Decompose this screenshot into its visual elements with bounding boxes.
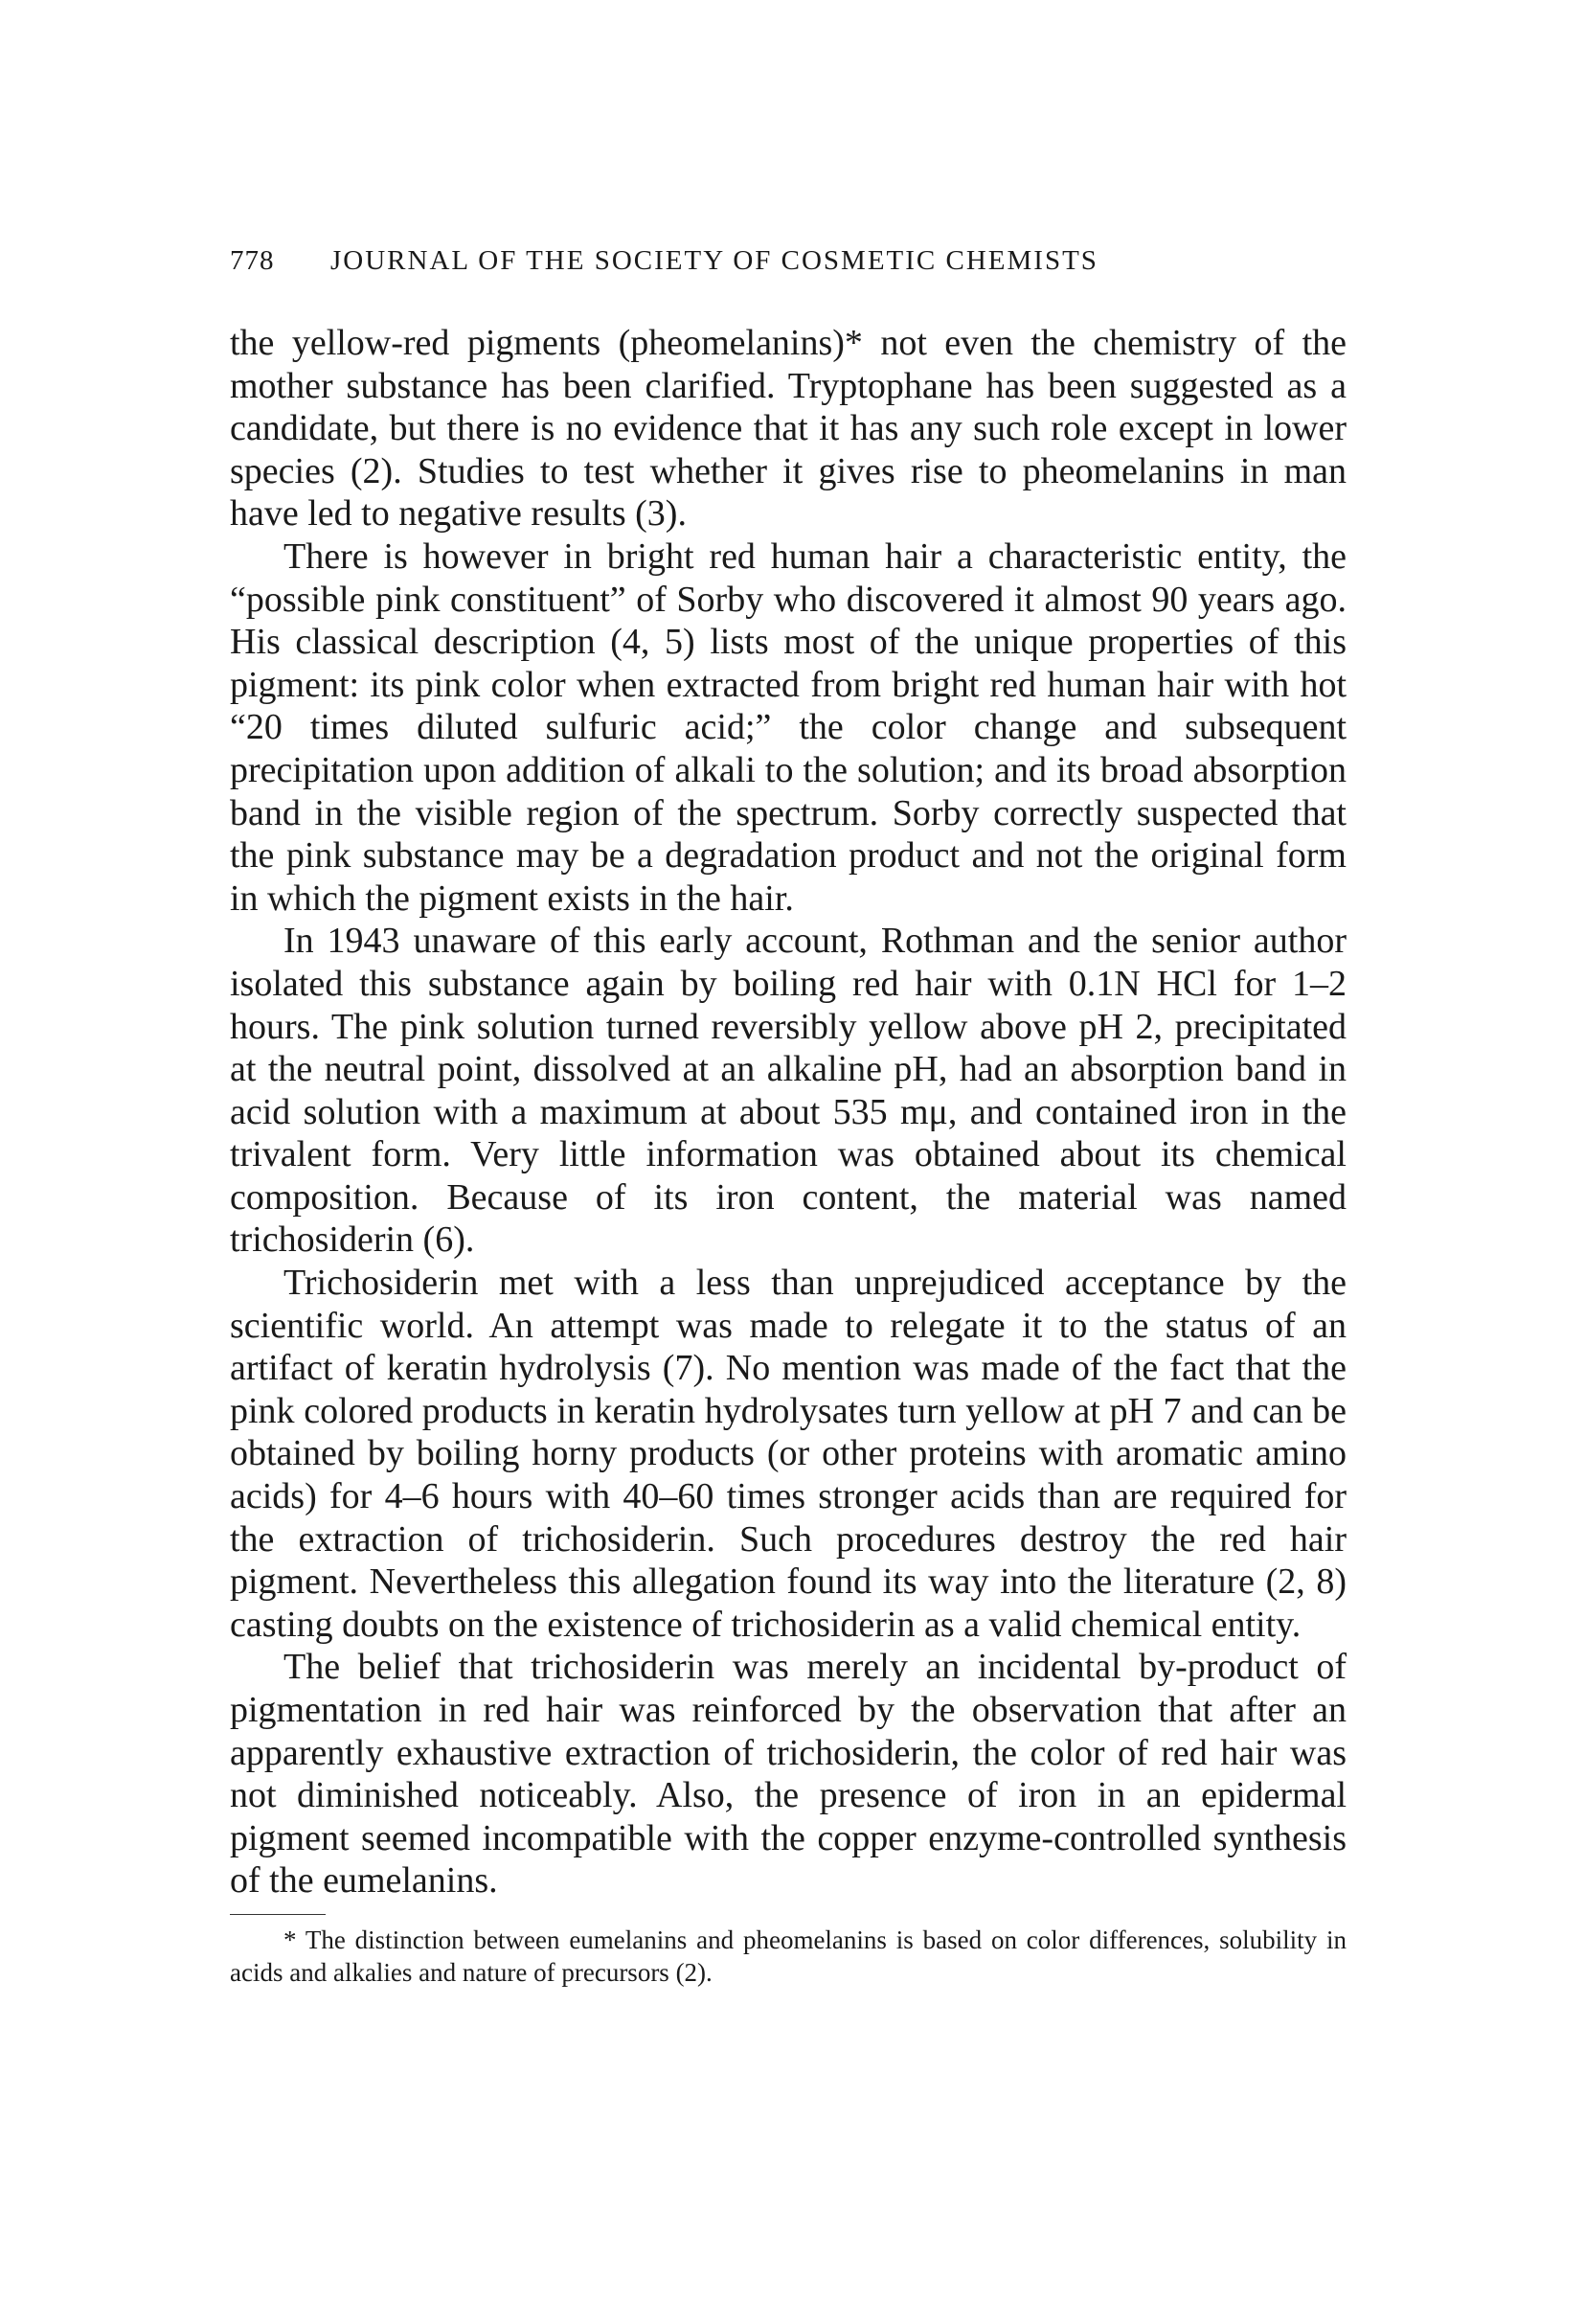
footnote-text: * The distinction between eumelanins and pheomelanins is based on color differences, solubility in acids and alkalies and nature of precursors (2). <box>230 1925 1347 1987</box>
footnotes <box>230 1924 1347 1989</box>
paragraph-sorby: There is however in bright red human hair a characteristic entity, the “possible pink constituent” of Sorby who discovered it almost 90 years ago. His classical description (4, 5) lists most of the unique properties of this pigment: its pink color when extracted from bright red human hair with hot “20 times diluted sulfuric acid;” the color change and subsequent precipitation upon addition of alkali to the solution; and its broad absorption band in the visible region of the spectrum. Sorby correctly suspected that the pink substance may be a degradation product and not the original form in which the pigment exists in the hair. <box>230 535 1347 919</box>
paragraph-acceptance: Trichosiderin met with a less than unprejudiced acceptance by the scientific world. An attempt was made to relegate it to the status of an artifact of keratin hydrolysis (7). No mention was made of the fact that the pink colored products in keratin hydrolysates turn yellow at pH 7 and can be obtained by boiling horny products (or other proteins with aromatic amino acids) for 4–6 hours with 40–60 times stronger acids than are required for the extraction of trichosiderin. Such procedures destroy the red hair pigment. Nevertheless this allegation found its way into the literature (2, 8) casting doubts on the existence of trichosiderin as a valid chemical entity. <box>230 1263 1347 1645</box>
paragraph-continued: the yellow-red pigments (pheomelanins)* not even the chemistry of the mother substance has been clarified. Tryptophane has been suggested as a candidate, but there is no evidence that it has any such role except in lower species (2). Studies to test whether it gives rise to pheomelanins in man have led to negative results (3). <box>230 323 1347 535</box>
footnote-rule <box>230 1914 326 1915</box>
paragraph-1943: In 1943 unaware of this early account, Rothman and the senior author isolated this substance again by boiling red hair with 0.1N HCl for 1–2 hours. The pink solution turned reversibly yellow above pH 2, precipitated at the neutral point, dissolved at an alkaline pH, had an absorption band in acid solution with a maximum at about 535 mμ, and contained iron in the trivalent form. Very little information was obtained about its chemical composition. Because of its iron content, the material was named trichosiderin (6). <box>230 921 1347 1261</box>
running-head <box>230 245 1347 284</box>
page-number: 778 <box>230 245 275 276</box>
journal-title: JOURNAL OF THE SOCIETY OF COSMETIC CHEMISTS <box>330 245 1098 276</box>
article-body <box>230 322 1347 1902</box>
journal-page <box>230 0 1347 2324</box>
paragraph-belief: The belief that trichosiderin was merely an incidental by-product of pigmentation in red hair was reinforced by the observation that after an apparently exhaustive extraction of trichosiderin, the color of red hair was not diminished noticeably. Also, the presence of iron in an epidermal pigment seemed incompatible with the copper enzyme-controlled synthesis of the eumelanins. <box>230 1647 1347 1902</box>
